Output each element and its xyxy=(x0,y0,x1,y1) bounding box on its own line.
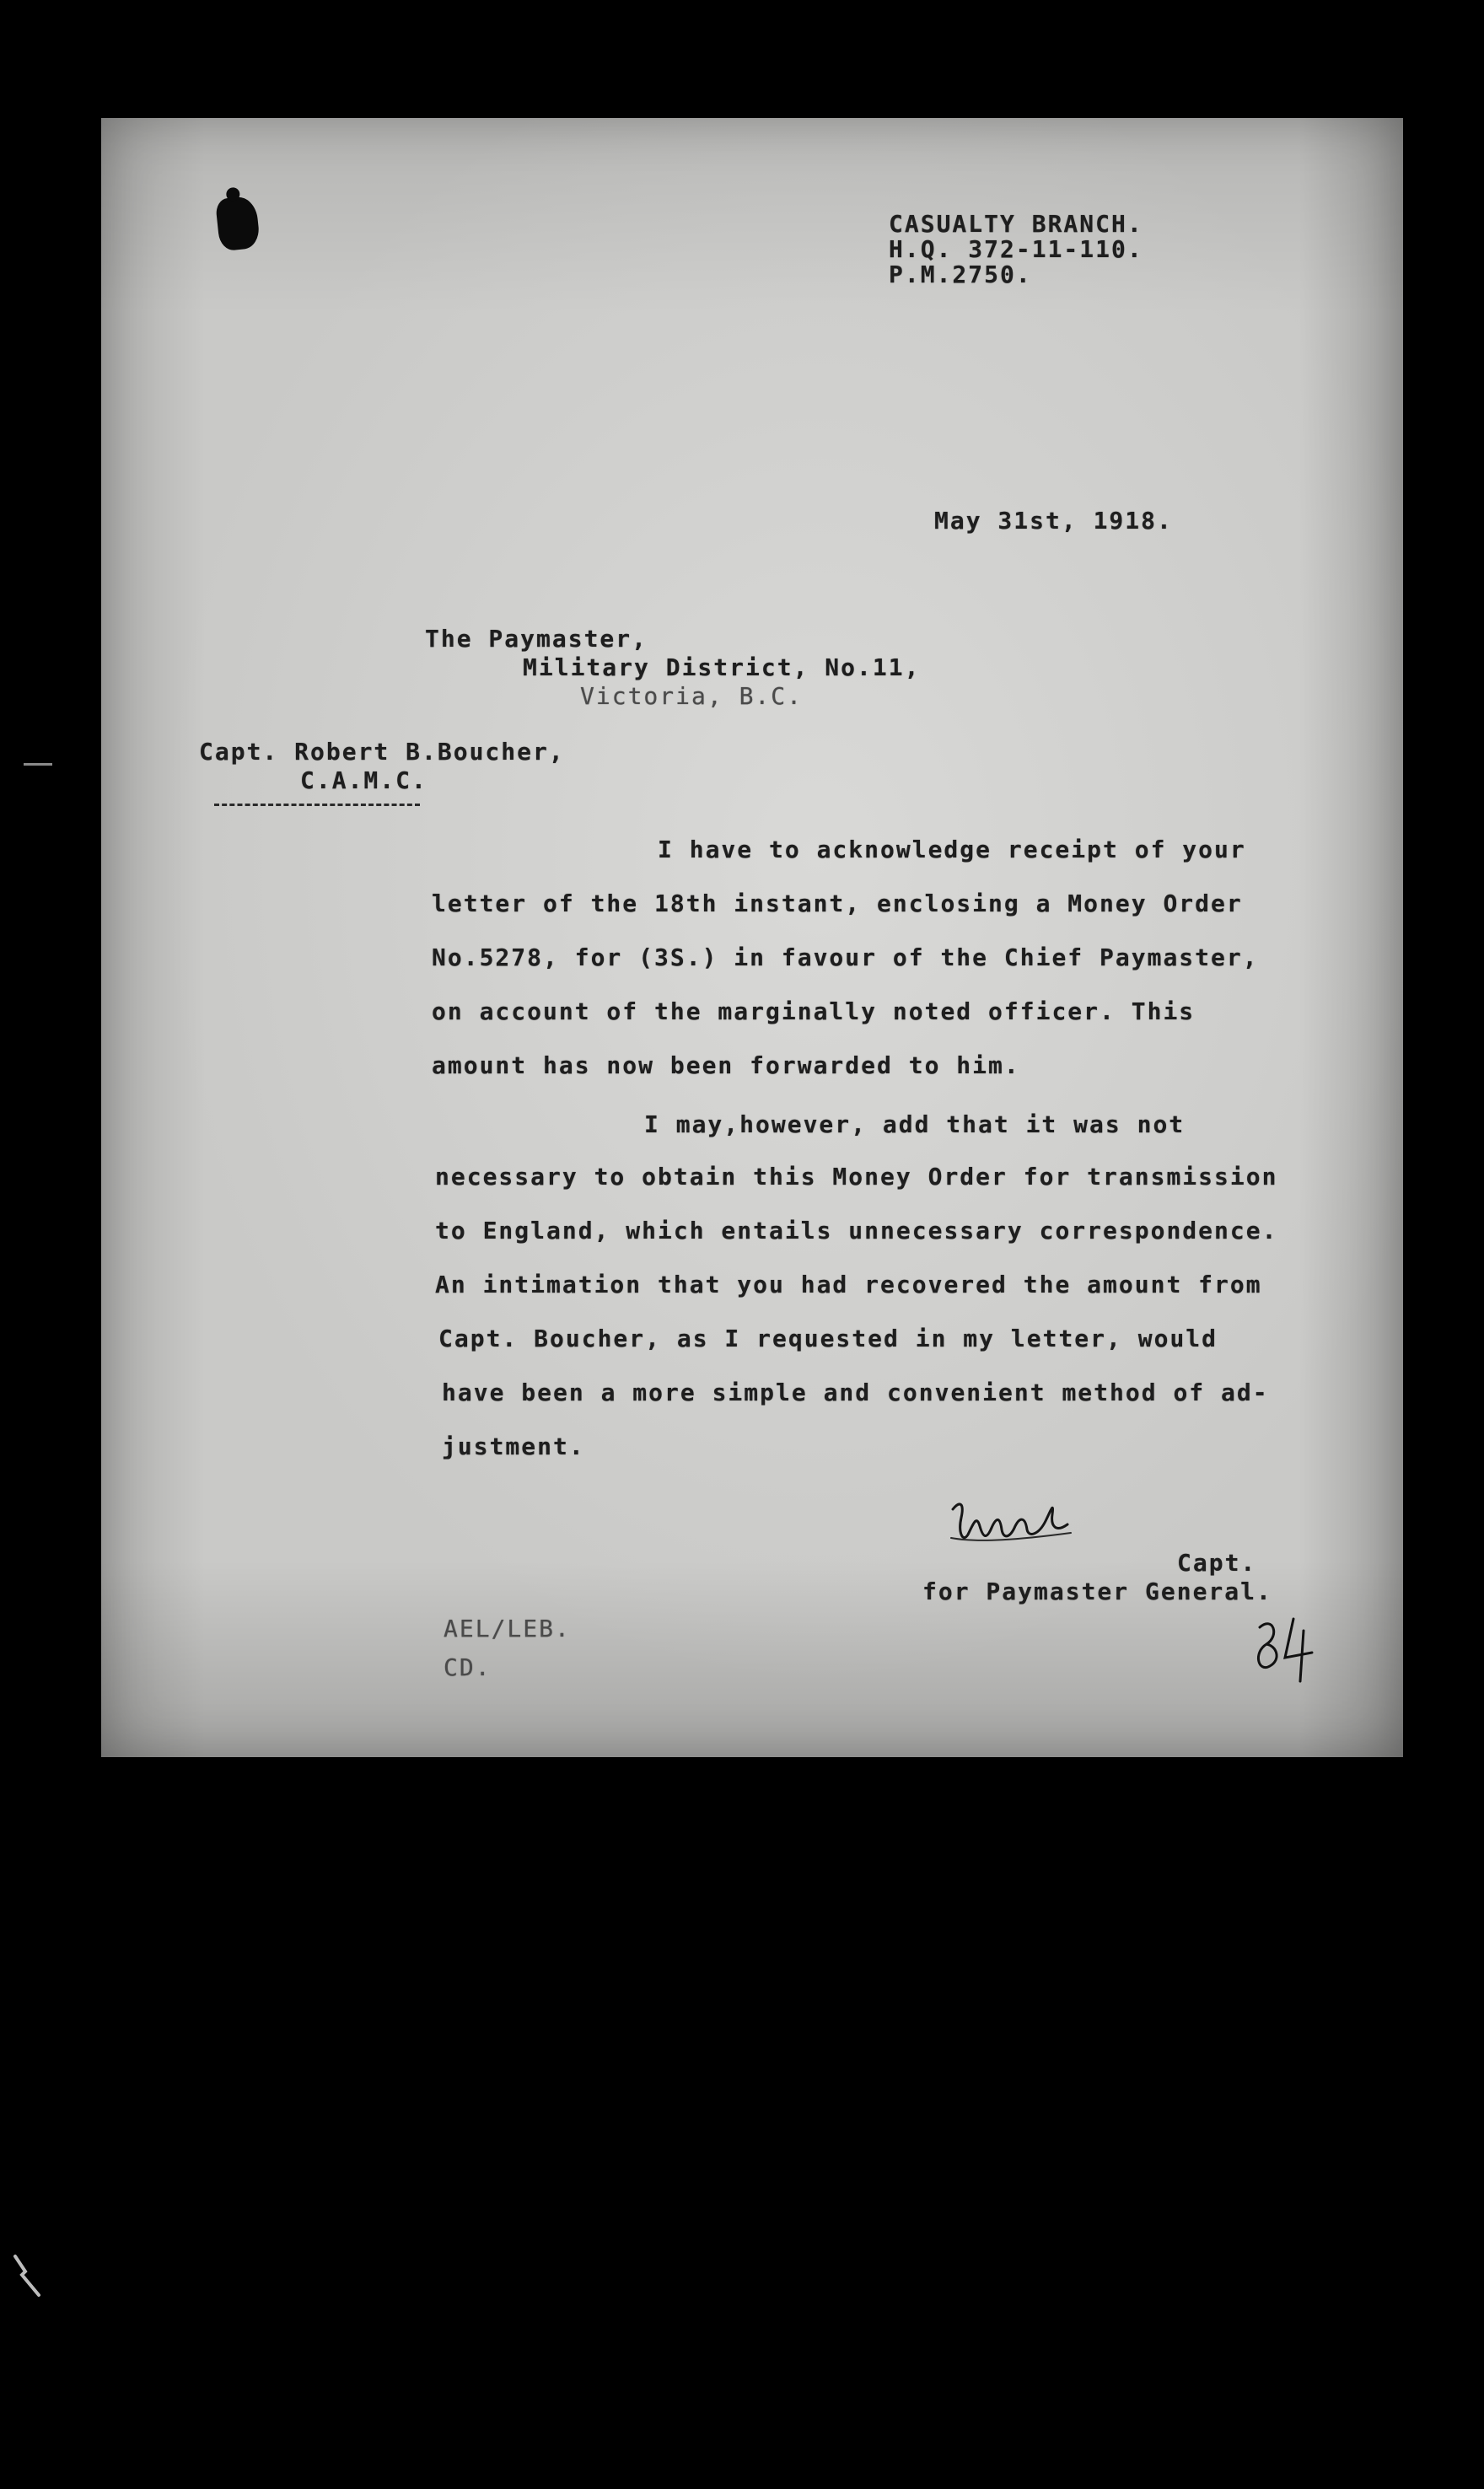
addressee-line-2: Military District, No.11, xyxy=(523,653,921,681)
signatory-title: for Paymaster General. xyxy=(922,1578,1272,1605)
body-line: An intimation that you had recovered the amount from xyxy=(435,1271,1262,1298)
letter-page xyxy=(101,118,1403,1757)
letter-date: May 31st, 1918. xyxy=(934,507,1173,535)
body-line: justment. xyxy=(442,1433,585,1460)
addressee-line-1: The Paymaster, xyxy=(425,625,648,653)
body-line: amount has now been forwarded to him. xyxy=(432,1051,1020,1079)
body-line: necessary to obtain this Money Order for transmission xyxy=(435,1163,1278,1191)
pm-file-number: P.M.2750. xyxy=(889,261,1032,288)
punch-hole-mark xyxy=(215,196,261,252)
body-line: have been a more simple and convenient method of ad- xyxy=(442,1379,1269,1406)
body-line: I may,however, add that it was not xyxy=(644,1110,1186,1138)
handwritten-signature xyxy=(944,1484,1096,1568)
branch-heading: CASUALTY BRANCH. xyxy=(889,210,1143,238)
handwritten-folio-number xyxy=(1248,1610,1324,1686)
body-line: Capt. Boucher, as I requested in my letter, would xyxy=(438,1325,1218,1352)
typist-initials-2: CD. xyxy=(444,1653,492,1681)
marginal-underline xyxy=(214,804,420,806)
typist-initials: AEL/LEB. xyxy=(444,1615,571,1642)
marginal-officer-unit: C.A.M.C. xyxy=(300,766,427,794)
body-line: to England, which entails unnecessary correspondence. xyxy=(435,1217,1278,1244)
signatory-rank: Capt. xyxy=(1177,1549,1257,1577)
marginal-officer-name: Capt. Robert B.Boucher, xyxy=(199,738,565,766)
hq-file-number: H.Q. 372-11-110. xyxy=(889,235,1143,263)
body-line: letter of the 18th instant, enclosing a Money Order xyxy=(432,890,1243,917)
corner-scan-mark xyxy=(10,2253,44,2298)
body-line: on account of the marginally noted officer. This xyxy=(432,997,1196,1025)
addressee-line-3: Victoria, B.C. xyxy=(580,682,804,710)
edge-mark xyxy=(24,763,52,766)
body-line: I have to acknowledge receipt of your xyxy=(658,836,1246,863)
body-line: No.5278, for (3S.) in favour of the Chief Paymaster, xyxy=(432,943,1259,971)
